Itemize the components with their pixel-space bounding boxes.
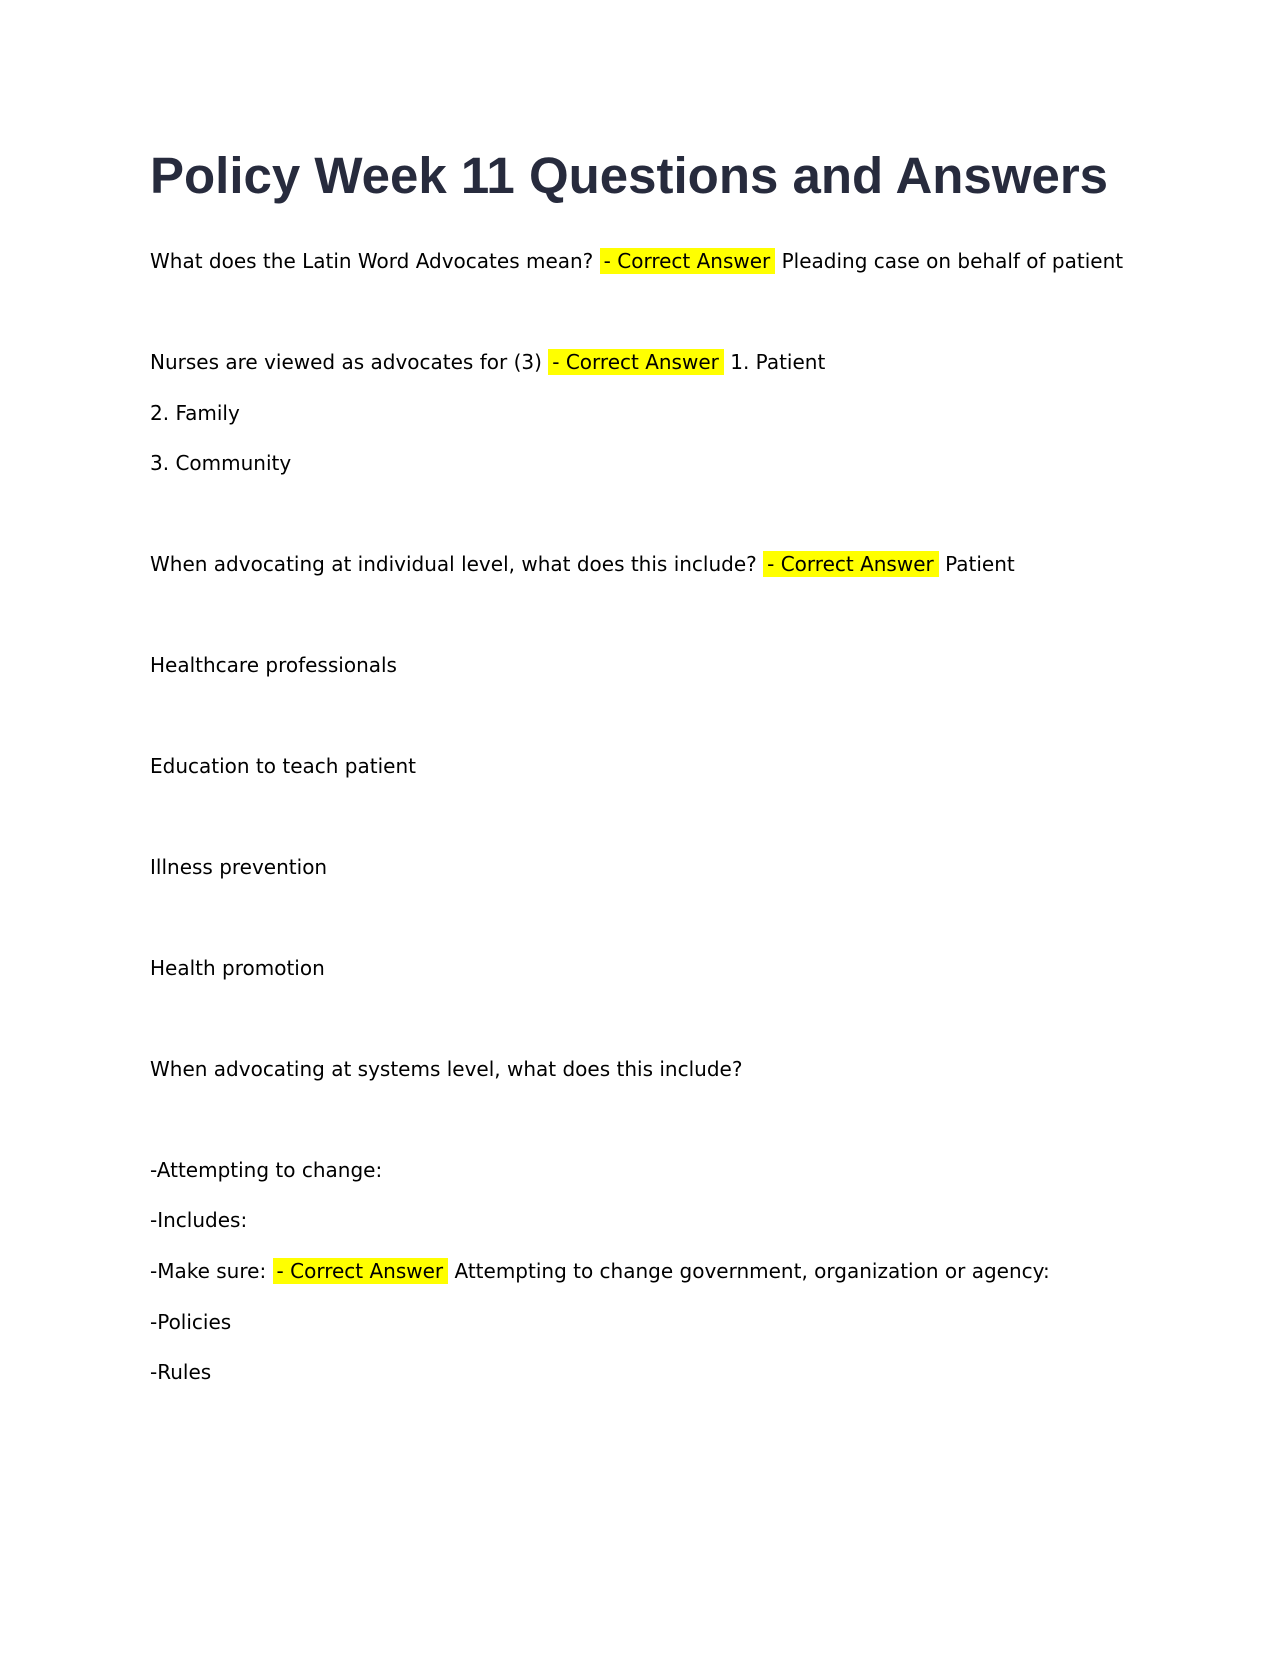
answer-3-item-4: Illness prevention [150, 855, 328, 879]
answer-4: Attempting to change government, organization or agency: [454, 1259, 1050, 1283]
answer-4-item-3: -Rules [150, 1360, 212, 1384]
correct-answer-marker-1: - Correct Answer [600, 248, 776, 274]
correct-answer-marker-2: - Correct Answer [548, 349, 724, 375]
qa-line-4 [150, 1257, 1050, 1285]
question-2: Nurses are viewed as advocates for (3) [150, 350, 542, 374]
answer-1: Pleading case on behalf of patient [781, 249, 1124, 273]
correct-answer-marker-3: - Correct Answer [763, 551, 939, 577]
answer-2-item-3: 3. Community [150, 451, 292, 475]
qa-line-1 [150, 247, 1123, 275]
question-4-line-3: -Includes: [150, 1208, 248, 1232]
document-title: Policy Week 11 Questions and Answers [150, 147, 1109, 204]
answer-2: 1. Patient [730, 350, 826, 374]
question-1: What does the Latin Word Advocates mean? [150, 249, 594, 273]
answer-3: Patient [945, 552, 1015, 576]
qa-line-2 [150, 348, 825, 376]
answer-2-item-2: 2. Family [150, 401, 240, 425]
question-4-line-1: When advocating at systems level, what does this include? [150, 1057, 743, 1081]
question-3: When advocating at individual level, what does this include? [150, 552, 757, 576]
answer-3-item-2: Healthcare professionals [150, 653, 397, 677]
answer-3-item-3: Education to teach patient [150, 754, 416, 778]
question-4: -Make sure: [150, 1259, 267, 1283]
answer-4-item-2: -Policies [150, 1310, 232, 1334]
qa-line-3 [150, 550, 1015, 578]
answer-3-item-5: Health promotion [150, 956, 325, 980]
question-4-line-2: -Attempting to change: [150, 1158, 383, 1182]
correct-answer-marker-4: - Correct Answer [273, 1258, 449, 1284]
